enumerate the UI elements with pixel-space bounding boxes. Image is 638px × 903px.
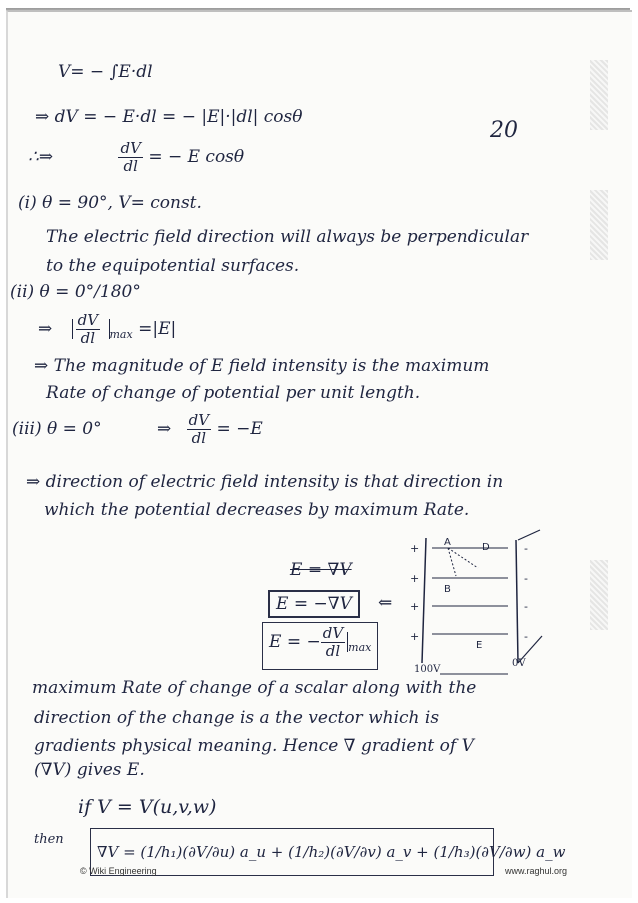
- equation-differential: ⇒ dV = − E·dl = − |E|·|dl| cosθ: [35, 107, 303, 127]
- svg-text:+: +: [410, 572, 420, 585]
- label-D: D: [482, 542, 490, 553]
- struck-equation: E = ∇V: [290, 560, 352, 580]
- text-line: ⇒ direction of electric field intensity is that direction in: [26, 472, 504, 492]
- text-line: gradients physical meaning. Hence ∇ gradient of V: [34, 736, 474, 756]
- scan-noise: [590, 560, 608, 630]
- scan-noise: [590, 190, 608, 260]
- plate-edge: [518, 530, 540, 540]
- svg-text:+: +: [410, 542, 420, 555]
- scan-noise: [590, 60, 608, 130]
- equation-derivative: ∴⇒ $\frac{dV}{dl}$ = − E cosθ: [28, 139, 245, 175]
- svg-text:-: -: [524, 600, 528, 613]
- label-E: E: [476, 640, 483, 651]
- svg-text:+: +: [410, 630, 420, 643]
- equation-potential: V= − ∫E·dl: [58, 62, 153, 82]
- text-line: (∇V) gives E.: [34, 760, 145, 780]
- footer-right: www.raghul.org: [505, 866, 568, 876]
- svg-text:-: -: [524, 572, 528, 585]
- text-line: which the potential decreases by maximum Rate.: [44, 500, 470, 520]
- field-diagram: [400, 528, 560, 678]
- voltage-left: 100V: [414, 664, 441, 675]
- boxed-equation-max: E = − $\frac{dV}{dl}$ $_{max}$: [262, 622, 378, 670]
- case-i: (i) θ = 90°, V= const.: [18, 193, 202, 213]
- svg-text:+: +: [410, 600, 420, 613]
- boxed-equation-gradient: E = −∇V: [268, 590, 360, 618]
- text-line: direction of the change is a the vector which is: [34, 708, 440, 728]
- text-line: Rate of change of potential per unit length.: [46, 383, 421, 403]
- svg-text:-: -: [524, 542, 528, 555]
- label-A: A: [444, 537, 451, 548]
- plate-positive: [422, 538, 426, 663]
- page-number: 20: [490, 118, 518, 143]
- text-line: The electric field direction will always be perpendicular: [46, 227, 529, 247]
- gradient-formula-box: ∇V = (1/h₁)(∂V/∂u) a_u + (1/h₂)(∂V/∂v) a_v + (1/h₃)(∂V/∂w) a_w: [90, 828, 494, 876]
- equation-max-rate: ⇒ $\frac{dV}{dl}$ $_{max}$ =|E|: [38, 311, 177, 347]
- footer-left: © Wiki Engineering: [80, 866, 157, 876]
- plate-negative: [516, 540, 518, 663]
- arrow-left: ⇐: [378, 593, 393, 613]
- text-line: maximum Rate of change of a scalar along with the: [32, 678, 477, 698]
- charges: [410, 542, 528, 643]
- case-ii: (ii) θ = 0°/180°: [10, 282, 141, 302]
- text-line: ⇒ The magnitude of E field intensity is the maximum: [34, 356, 490, 376]
- condition-line: if V = V(u,v,w): [78, 796, 217, 818]
- label-B: B: [444, 584, 451, 595]
- then-label: then: [34, 832, 64, 847]
- voltage-right: 0V: [512, 658, 526, 669]
- case-iii: (iii) θ = 0° ⇒ $\frac{dV}{dl}$ = −E: [12, 411, 263, 447]
- text-line: to the equipotential surfaces.: [46, 256, 300, 276]
- svg-text:-: -: [524, 630, 528, 643]
